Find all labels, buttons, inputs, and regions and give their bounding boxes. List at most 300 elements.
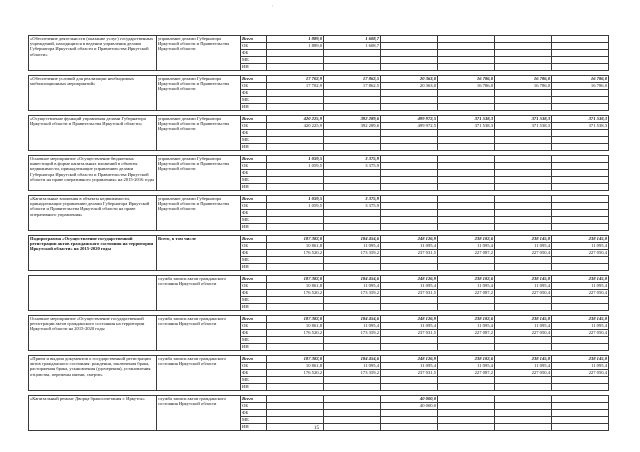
executor-cell: управление делами Губернатора Иркутской области и Правительства Иркутской области xyxy=(157,196,241,231)
executor-cell: Всего, в том числе xyxy=(157,236,241,271)
amount-cell xyxy=(438,257,495,264)
amount-cell xyxy=(381,410,438,417)
amount-cell xyxy=(438,104,495,111)
amount-cell: 3 375,9 xyxy=(324,163,381,170)
amount-cell xyxy=(495,264,552,271)
amount-cell xyxy=(381,196,438,203)
amount-cell xyxy=(267,184,324,191)
executor-cell: служба записи актов гражданского состояния Иркутской области xyxy=(157,276,241,311)
amount-cell: 420 225,9 xyxy=(267,123,324,130)
funding-source-cell: ОБ xyxy=(241,323,267,330)
amount-cell xyxy=(438,377,495,384)
amount-cell: 16 786,0 xyxy=(438,76,495,83)
amount-cell xyxy=(381,417,438,424)
amount-cell xyxy=(381,156,438,163)
amount-cell xyxy=(438,344,495,351)
amount-cell xyxy=(438,264,495,271)
amount-cell xyxy=(438,137,495,144)
amount-cell: 392 289,6 xyxy=(324,116,381,123)
amount-cell xyxy=(438,36,495,43)
amount-cell: 187 382,0 xyxy=(267,236,324,243)
table-row xyxy=(29,356,609,363)
amount-cell xyxy=(438,90,495,97)
funding-source-cell: МБ xyxy=(241,217,267,224)
funding-source-cell: ФБ xyxy=(241,410,267,417)
amount-cell xyxy=(552,97,609,104)
table-row xyxy=(29,396,609,403)
amount-cell xyxy=(495,130,552,137)
funding-source-cell: ИИ xyxy=(241,344,267,351)
amount-cell xyxy=(381,90,438,97)
amount-cell: 248 126,9 xyxy=(381,356,438,363)
amount-cell xyxy=(552,264,609,271)
amount-cell: 420 225,9 xyxy=(267,116,324,123)
amount-cell xyxy=(552,217,609,224)
amount-cell: 499 972,5 xyxy=(381,116,438,123)
amount-cell xyxy=(381,384,438,391)
amount-cell: 187 382,0 xyxy=(267,316,324,323)
amount-cell xyxy=(495,424,552,431)
amount-cell: 3 375,9 xyxy=(324,196,381,203)
amount-cell xyxy=(267,217,324,224)
amount-cell xyxy=(324,177,381,184)
funding-source-cell: ОБ xyxy=(241,203,267,210)
funding-source-cell: Всего xyxy=(241,396,267,403)
amount-cell xyxy=(552,424,609,431)
amount-cell xyxy=(267,384,324,391)
amount-cell: 11 095,4 xyxy=(324,323,381,330)
amount-cell xyxy=(267,104,324,111)
page-number: 15 xyxy=(314,426,319,431)
amount-cell: 1 059,5 xyxy=(267,163,324,170)
amount-cell xyxy=(381,36,438,43)
amount-cell: 238 145,8 xyxy=(552,356,609,363)
amount-cell xyxy=(381,297,438,304)
amount-cell: 227 050,4 xyxy=(552,290,609,297)
amount-cell xyxy=(267,97,324,104)
funding-source-cell: ИИ xyxy=(241,104,267,111)
amount-cell xyxy=(552,417,609,424)
amount-cell: 187 382,0 xyxy=(267,356,324,363)
funding-source-cell: Всего xyxy=(241,36,267,43)
amount-cell: 17 862,5 xyxy=(324,76,381,83)
amount-cell: 237 031,5 xyxy=(381,250,438,257)
executor-cell: управление делами Губернатора Иркутской области и Правительства Иркутской области xyxy=(157,156,241,191)
amount-cell xyxy=(438,403,495,410)
amount-cell xyxy=(438,396,495,403)
amount-cell: 16 786,0 xyxy=(552,83,609,90)
amount-cell xyxy=(495,377,552,384)
funding-source-cell: МБ xyxy=(241,417,267,424)
amount-cell xyxy=(324,424,381,431)
funding-source-cell: Всего xyxy=(241,316,267,323)
amount-cell xyxy=(324,224,381,231)
amount-cell xyxy=(324,97,381,104)
amount-cell xyxy=(438,424,495,431)
amount-cell xyxy=(438,410,495,417)
amount-cell: 227 050,4 xyxy=(552,370,609,377)
measure-name-cell: «Обеспечение деятельности (оказание услуг) государственных учреждений, находящихся в ведении управления делами Губернатора Иркутской области и Правительства Иркутской области» xyxy=(29,36,157,71)
amount-cell xyxy=(324,217,381,224)
amount-cell xyxy=(381,97,438,104)
amount-cell xyxy=(267,170,324,177)
executor-cell: управление делами Губернатора Иркутской области и Правительства Иркутской области xyxy=(157,116,241,151)
funding-source-cell: ФБ xyxy=(241,210,267,217)
amount-cell: 11 095,4 xyxy=(438,283,495,290)
amount-cell xyxy=(495,137,552,144)
funding-source-cell: МБ xyxy=(241,137,267,144)
amount-cell xyxy=(552,396,609,403)
amount-cell: 238 145,8 xyxy=(495,356,552,363)
amount-cell xyxy=(552,196,609,203)
amount-cell xyxy=(495,170,552,177)
amount-cell xyxy=(267,344,324,351)
amount-cell: 371 538,3 xyxy=(495,116,552,123)
amount-cell xyxy=(267,224,324,231)
measure-name-cell: Подпрограмма «Осуществление государственной регистрации актов гражданского состояния на территории Иркутской области» на 2015-2020 годы xyxy=(29,236,157,271)
funding-source-cell: Всего xyxy=(241,156,267,163)
funding-source-cell: МБ xyxy=(241,57,267,64)
amount-cell xyxy=(267,144,324,151)
amount-cell xyxy=(438,196,495,203)
amount-cell xyxy=(552,137,609,144)
amount-cell: 184 454,6 xyxy=(324,316,381,323)
amount-cell xyxy=(438,203,495,210)
amount-cell xyxy=(552,36,609,43)
amount-cell: 227 050,4 xyxy=(495,290,552,297)
amount-cell: 371 538,3 xyxy=(552,116,609,123)
funding-source-cell: ОБ xyxy=(241,163,267,170)
amount-cell xyxy=(552,403,609,410)
funding-source-cell: Всего xyxy=(241,116,267,123)
amount-cell: 20 363,0 xyxy=(381,83,438,90)
amount-cell xyxy=(438,43,495,50)
amount-cell: 20 363,0 xyxy=(381,76,438,83)
measure-name-cell: «Обеспечение условий для реализации необходимых мобилизационных мероприятий» xyxy=(29,76,157,111)
amount-cell xyxy=(438,224,495,231)
amount-cell: 1 059,5 xyxy=(267,156,324,163)
amount-cell: 173 359,2 xyxy=(324,370,381,377)
amount-cell xyxy=(552,144,609,151)
table-row xyxy=(29,76,609,83)
amount-cell: 227 087,2 xyxy=(438,370,495,377)
amount-cell xyxy=(495,257,552,264)
amount-cell: 187 382,0 xyxy=(267,276,324,283)
funding-source-cell: ФБ xyxy=(241,250,267,257)
amount-cell: 176 520,2 xyxy=(267,290,324,297)
amount-cell xyxy=(552,210,609,217)
amount-cell xyxy=(324,50,381,57)
amount-cell xyxy=(324,384,381,391)
amount-cell xyxy=(267,396,324,403)
executor-cell: служба записи актов гражданского состояния Иркутской области xyxy=(157,396,241,431)
amount-cell xyxy=(438,210,495,217)
funding-source-cell: ФБ xyxy=(241,290,267,297)
executor-cell: служба записи актов гражданского состояния Иркутской области xyxy=(157,316,241,351)
amount-cell xyxy=(438,177,495,184)
amount-cell xyxy=(381,170,438,177)
amount-cell: 11 095,4 xyxy=(495,243,552,250)
amount-cell: 173 359,2 xyxy=(324,250,381,257)
amount-cell: 227 050,4 xyxy=(495,250,552,257)
amount-cell xyxy=(324,264,381,271)
amount-cell xyxy=(495,177,552,184)
amount-cell xyxy=(552,410,609,417)
funding-source-cell: ИИ xyxy=(241,304,267,311)
amount-cell: 176 520,2 xyxy=(267,370,324,377)
amount-cell: 11 095,4 xyxy=(438,243,495,250)
amount-cell: 11 095,4 xyxy=(381,283,438,290)
amount-cell xyxy=(381,210,438,217)
funding-source-cell: МБ xyxy=(241,97,267,104)
budget-table-sheet xyxy=(28,35,608,431)
funding-source-cell: МБ xyxy=(241,297,267,304)
amount-cell: 238 145,8 xyxy=(495,316,552,323)
amount-cell: 173 359,2 xyxy=(324,290,381,297)
amount-cell: 1 059,5 xyxy=(267,196,324,203)
amount-cell xyxy=(552,163,609,170)
amount-cell xyxy=(381,203,438,210)
amount-cell xyxy=(324,144,381,151)
table-row xyxy=(29,36,609,43)
amount-cell xyxy=(267,90,324,97)
amount-cell xyxy=(552,90,609,97)
amount-cell xyxy=(552,257,609,264)
amount-cell xyxy=(552,104,609,111)
amount-cell: 184 454,6 xyxy=(324,276,381,283)
funding-source-cell: МБ xyxy=(241,337,267,344)
amount-cell: 11 095,4 xyxy=(552,243,609,250)
amount-cell xyxy=(381,130,438,137)
amount-cell xyxy=(552,224,609,231)
amount-cell xyxy=(267,264,324,271)
amount-cell xyxy=(381,184,438,191)
amount-cell: 499 972,5 xyxy=(381,123,438,130)
amount-cell: 237 031,5 xyxy=(381,330,438,337)
scan-mark: ' xyxy=(272,6,273,11)
amount-cell xyxy=(438,50,495,57)
funding-source-cell: ФБ xyxy=(241,330,267,337)
amount-cell xyxy=(381,377,438,384)
amount-cell: 11 095,4 xyxy=(381,323,438,330)
funding-source-cell: ИИ xyxy=(241,184,267,191)
amount-cell: 238 145,8 xyxy=(495,236,552,243)
amount-cell: 11 095,4 xyxy=(438,323,495,330)
amount-cell xyxy=(267,50,324,57)
amount-cell xyxy=(267,130,324,137)
measure-name-cell: «Осуществление функций управления делами Губернатора Иркутской области и Правительства Иркутской области» xyxy=(29,116,157,151)
amount-cell xyxy=(552,344,609,351)
executor-cell: управление делами Губернатора Иркутской области и Правительства Иркутской области xyxy=(157,76,241,111)
amount-cell xyxy=(267,210,324,217)
amount-cell xyxy=(324,64,381,71)
amount-cell xyxy=(495,57,552,64)
amount-cell: 176 520,2 xyxy=(267,250,324,257)
amount-cell: 17 862,5 xyxy=(324,83,381,90)
funding-source-cell: ИИ xyxy=(241,224,267,231)
amount-cell xyxy=(438,384,495,391)
amount-cell xyxy=(495,304,552,311)
amount-cell: 11 095,4 xyxy=(324,283,381,290)
funding-source-cell: ФБ xyxy=(241,50,267,57)
amount-cell xyxy=(267,304,324,311)
table-row xyxy=(29,236,609,243)
amount-cell: 227 087,2 xyxy=(438,290,495,297)
amount-cell: 237 031,5 xyxy=(381,370,438,377)
funding-source-cell: ФБ xyxy=(241,130,267,137)
amount-cell: 371 538,3 xyxy=(495,123,552,130)
funding-source-cell: ОБ xyxy=(241,403,267,410)
table-body xyxy=(29,36,609,431)
amount-cell xyxy=(495,384,552,391)
amount-cell xyxy=(438,217,495,224)
table-row xyxy=(29,156,609,163)
amount-cell: 238 145,8 xyxy=(552,276,609,283)
amount-cell: 238 182,6 xyxy=(438,236,495,243)
amount-cell xyxy=(552,297,609,304)
measure-name-cell: «Капитальный ремонт Дворца бракосочетания г. Иркутск» xyxy=(29,396,157,431)
amount-cell xyxy=(495,344,552,351)
funding-source-cell: МБ xyxy=(241,257,267,264)
amount-cell: 17 702,9 xyxy=(267,83,324,90)
amount-cell xyxy=(267,257,324,264)
amount-cell: 40 000,0 xyxy=(381,403,438,410)
amount-cell: 11 095,4 xyxy=(552,283,609,290)
amount-cell xyxy=(552,184,609,191)
amount-cell xyxy=(438,97,495,104)
funding-source-cell: ИИ xyxy=(241,144,267,151)
amount-cell xyxy=(438,417,495,424)
amount-cell xyxy=(438,144,495,151)
amount-cell xyxy=(495,410,552,417)
funding-source-cell: Всего xyxy=(241,356,267,363)
amount-cell: 238 145,8 xyxy=(552,236,609,243)
amount-cell: 11 095,4 xyxy=(495,363,552,370)
amount-cell: 227 087,2 xyxy=(438,250,495,257)
amount-cell xyxy=(552,384,609,391)
amount-cell xyxy=(495,50,552,57)
amount-cell xyxy=(324,377,381,384)
amount-cell: 238 145,8 xyxy=(552,316,609,323)
amount-cell xyxy=(381,50,438,57)
measure-name-cell: «Капитальные вложения в объекты недвижимости, принадлежащие управлению делами Губернатора Иркутской области и Правительства Иркутской области на праве оперативного управления» xyxy=(29,196,157,231)
amount-cell: 371 538,3 xyxy=(438,116,495,123)
amount-cell: 176 520,2 xyxy=(267,330,324,337)
amount-cell xyxy=(495,184,552,191)
amount-cell xyxy=(381,43,438,50)
funding-source-cell: ИИ xyxy=(241,424,267,431)
amount-cell: 11 095,4 xyxy=(438,363,495,370)
amount-cell xyxy=(267,417,324,424)
amount-cell xyxy=(267,337,324,344)
measure-name-cell: Основное мероприятие «Осуществление бюджетных инвестиций в форме капитальных вложений в объекты недвижимости, принадлежащие управлению делами Губернатора Иркутской области и Правительства Иркутской области на праве оперативного управления» на 2015-2016 годы xyxy=(29,156,157,191)
funding-source-cell: ОБ xyxy=(241,43,267,50)
amount-cell xyxy=(495,43,552,50)
amount-cell: 227 050,4 xyxy=(495,330,552,337)
amount-cell xyxy=(495,403,552,410)
amount-cell xyxy=(324,304,381,311)
amount-cell xyxy=(267,64,324,71)
amount-cell: 16 786,0 xyxy=(495,76,552,83)
amount-cell xyxy=(495,36,552,43)
amount-cell xyxy=(495,396,552,403)
amount-cell xyxy=(267,403,324,410)
amount-cell xyxy=(324,90,381,97)
amount-cell xyxy=(438,163,495,170)
amount-cell xyxy=(552,203,609,210)
amount-cell xyxy=(495,203,552,210)
amount-cell: 17 702,9 xyxy=(267,76,324,83)
amount-cell xyxy=(495,337,552,344)
amount-cell xyxy=(495,417,552,424)
funding-source-cell: Всего xyxy=(241,196,267,203)
funding-source-cell: ОБ xyxy=(241,123,267,130)
amount-cell xyxy=(324,210,381,217)
funding-source-cell: ОБ xyxy=(241,283,267,290)
amount-cell: 16 786,0 xyxy=(495,83,552,90)
amount-cell: 10 861,8 xyxy=(267,243,324,250)
amount-cell xyxy=(267,377,324,384)
amount-cell: 371 538,3 xyxy=(438,123,495,130)
measure-name-cell: Основное мероприятие «Осуществление государственной регистрации актов гражданского состояния на территории Иркутской области на 2015-2020 годы xyxy=(29,316,157,351)
amount-cell xyxy=(552,177,609,184)
amount-cell xyxy=(324,344,381,351)
funding-source-cell: ИИ xyxy=(241,64,267,71)
amount-cell xyxy=(381,64,438,71)
amount-cell xyxy=(438,130,495,137)
amount-cell xyxy=(495,196,552,203)
amount-cell xyxy=(324,104,381,111)
funding-source-cell: ИИ xyxy=(241,384,267,391)
amount-cell: 1 059,5 xyxy=(267,203,324,210)
funding-source-cell: ОБ xyxy=(241,243,267,250)
amount-cell: 227 050,4 xyxy=(552,250,609,257)
amount-cell xyxy=(324,417,381,424)
amount-cell: 238 145,8 xyxy=(495,276,552,283)
amount-cell xyxy=(438,297,495,304)
amount-cell: 16 786,0 xyxy=(438,83,495,90)
amount-cell xyxy=(324,403,381,410)
amount-cell: 227 087,2 xyxy=(438,330,495,337)
amount-cell: 392 289,6 xyxy=(324,123,381,130)
amount-cell: 1 608,7 xyxy=(324,43,381,50)
amount-cell xyxy=(495,90,552,97)
amount-cell xyxy=(381,217,438,224)
table-row xyxy=(29,316,609,323)
amount-cell: 371 538,3 xyxy=(552,123,609,130)
amount-cell: 248 126,9 xyxy=(381,316,438,323)
amount-cell xyxy=(495,224,552,231)
amount-cell: 1 889,0 xyxy=(267,43,324,50)
amount-cell xyxy=(495,104,552,111)
amount-cell xyxy=(381,264,438,271)
amount-cell xyxy=(438,337,495,344)
amount-cell xyxy=(552,57,609,64)
funding-source-cell: Всего xyxy=(241,276,267,283)
amount-cell xyxy=(324,57,381,64)
funding-source-cell: ФБ xyxy=(241,370,267,377)
amount-cell xyxy=(552,377,609,384)
amount-cell: 11 095,4 xyxy=(552,363,609,370)
amount-cell xyxy=(381,257,438,264)
amount-cell xyxy=(495,156,552,163)
amount-cell xyxy=(552,170,609,177)
amount-cell xyxy=(495,217,552,224)
amount-cell: 11 095,4 xyxy=(381,363,438,370)
amount-cell xyxy=(552,156,609,163)
amount-cell xyxy=(381,144,438,151)
amount-cell: 248 126,9 xyxy=(381,236,438,243)
